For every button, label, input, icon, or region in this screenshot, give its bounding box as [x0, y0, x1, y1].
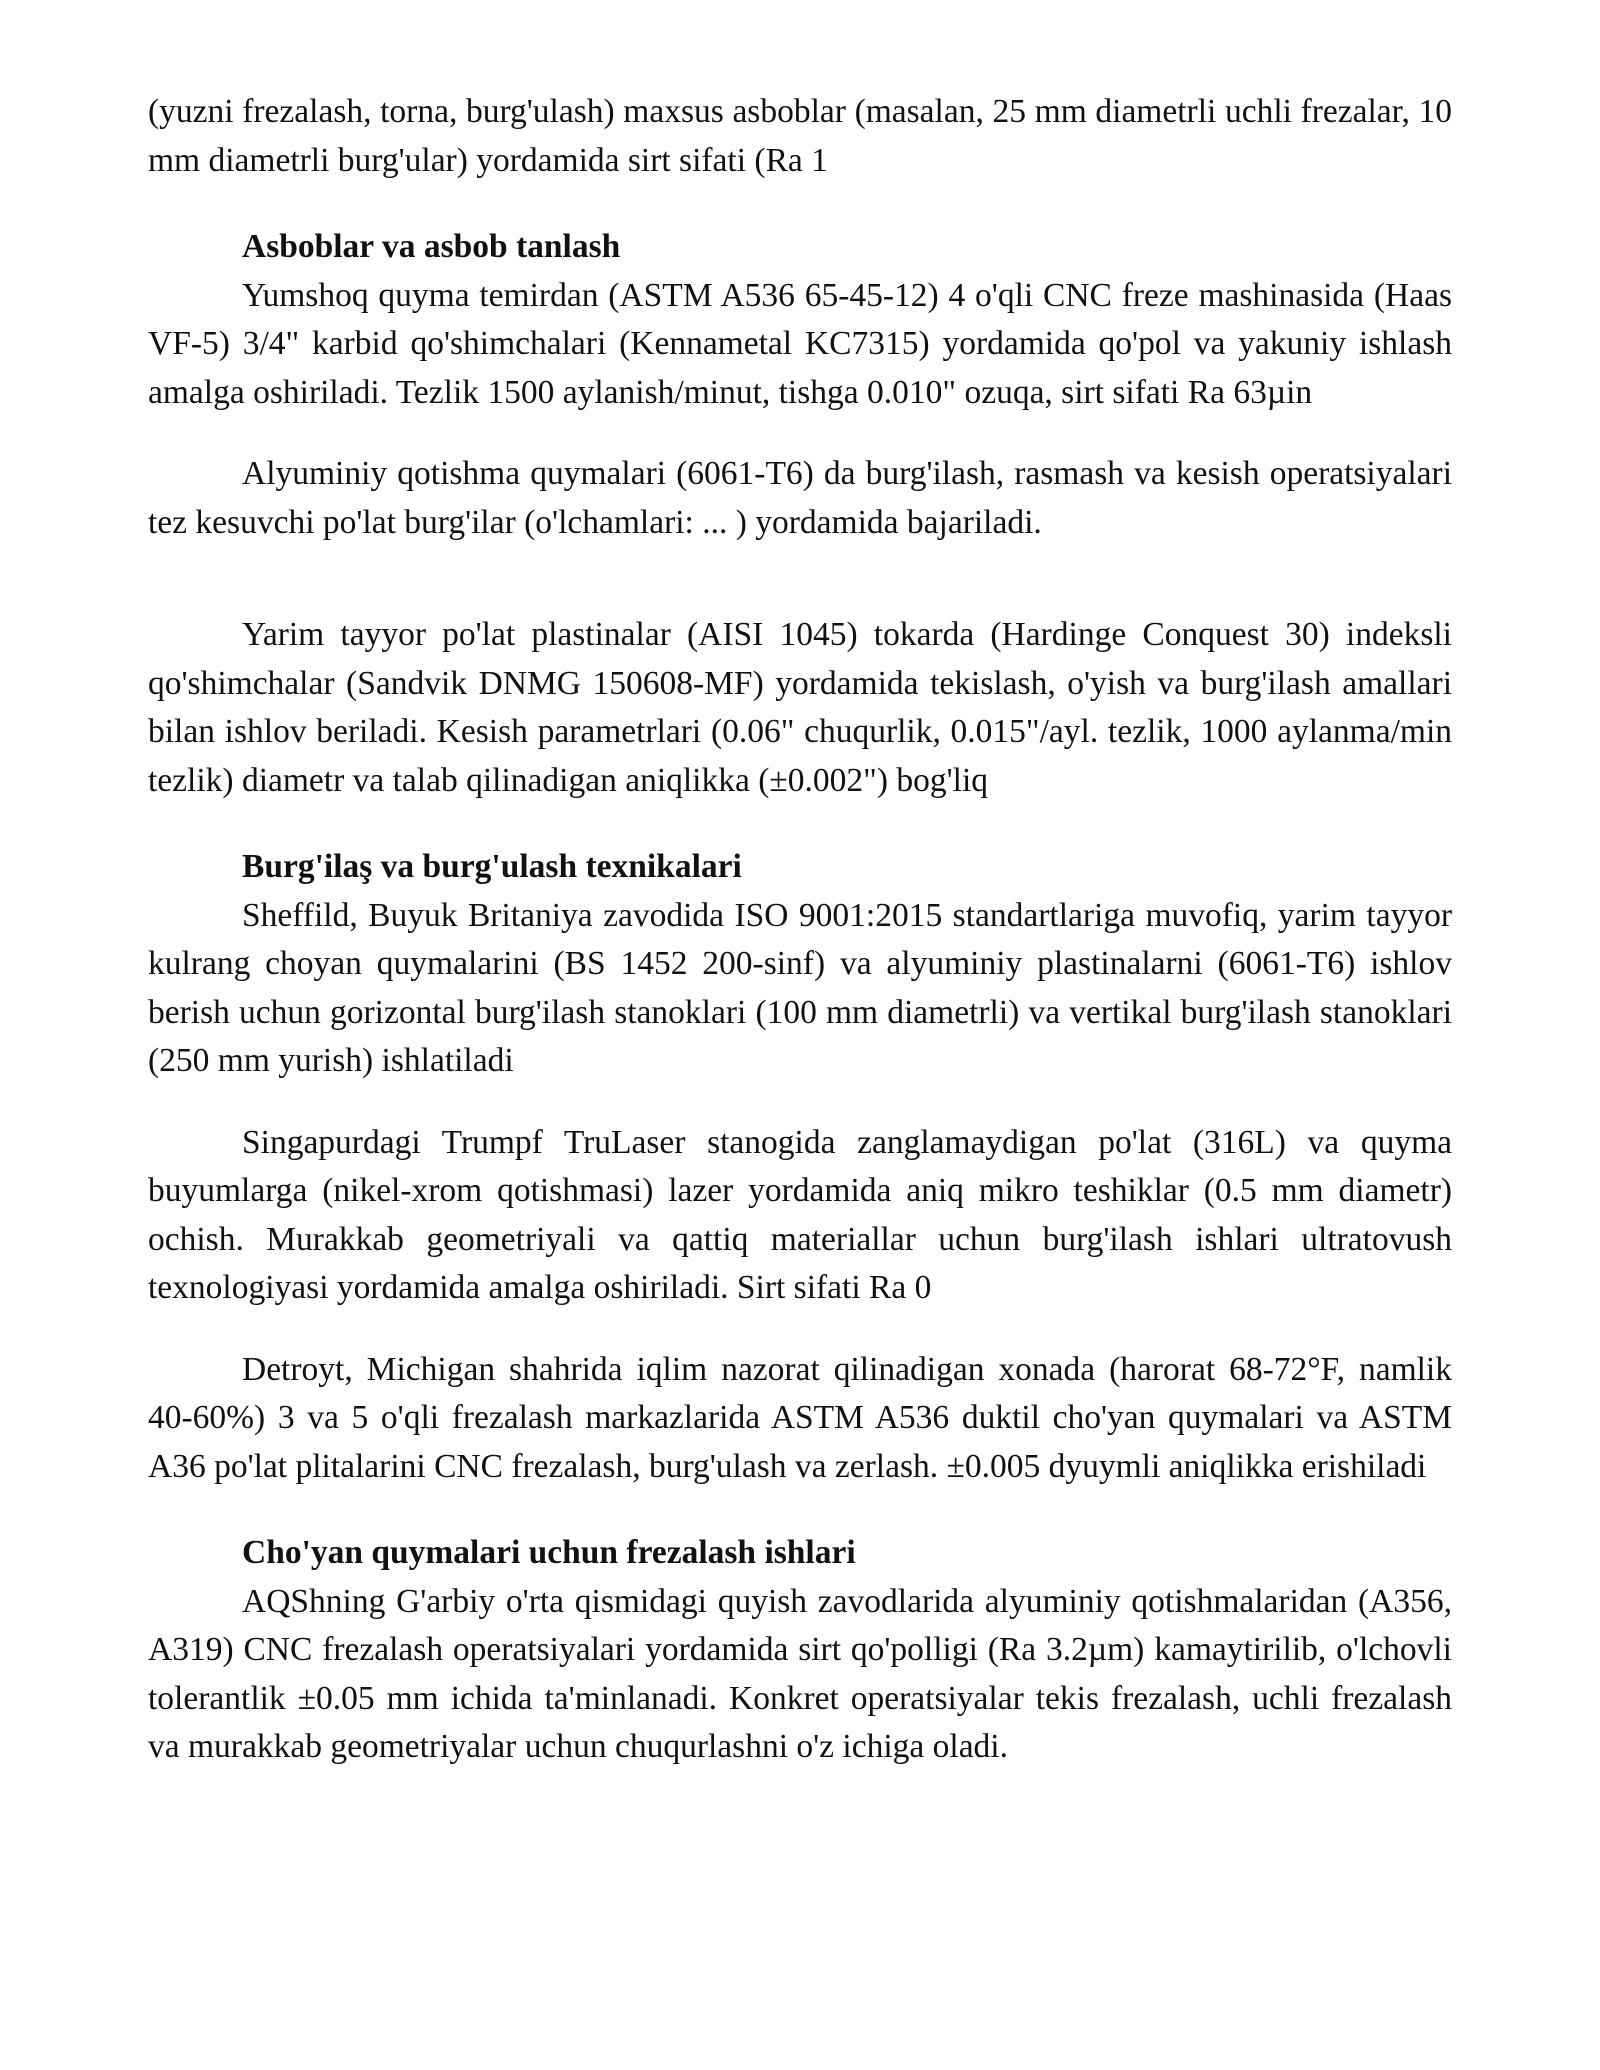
section-heading-boring-techniques: Burg'ilaş va burg'ulash texnikalari: [242, 848, 742, 885]
paragraph-steel-plate-turning: Yarim tayyor po'lat plastinalar (AISI 1045) tokarda (Hardinge Conquest 30) indeksli qo'shimchalar (Sandvik DNMG 150608-MF) yordamida tekislash, o'yish va burg'ilash amallari bilan ishlov beriladi. Kesish parametrlari (0.06" chuqurlik, 0.015"/ayl. tezlik, 1000 aylanma/min tezlik) diametr va talab qilinadigan aniqlikka (±0.002") bog'liq: [148, 616, 1452, 799]
section-heading-tool-selection: Asboblar va asbob tanlash: [242, 228, 621, 265]
paragraph-intro: (yuzni frezalash, torna, burg'ulash) maxsus asboblar (masalan, 25 mm diametrli uchli frezalar, 10 mm diametrli burg'ular) yordamida sirt sifati (Ra 1: [148, 93, 1452, 179]
paragraph-aluminum-drilling: Alyuminiy qotishma quymalari (6061-T6) da burg'ilash, rasmash va kesish operatsiyalari tez kesuvchi po'lat burg'ilar (o'lchamlari: ... ) yordamida bajariladi.: [148, 455, 1452, 541]
paragraph-singapore-laser-drilling: Singapurdagi Trumpf TruLaser stanogida zanglamaydigan po'lat (316L) va quyma buyumlarga (nikel-xrom qotishmasi) lazer yordamida aniq mikro teshiklar (0.5 mm diametr) ochish. Murakkab geometriyali va qattiq materiallar uchun burg'ilash ishlari ultratovush texnologiyasi yordamida amalga oshiriladi. Sirt sifati Ra 0: [148, 1123, 1452, 1306]
document-page: [148, 88, 1452, 1772]
section-heading-cast-iron-milling: Cho'yan quymalari uchun frezalash ishlari: [242, 1534, 856, 1571]
paragraph-sheffield-boring: Sheffild, Buyuk Britaniya zavodida ISO 9001:2015 standartlariga muvofiq, yarim tayyor kulrang choyan quymalarini (BS 1452 200-sinf) va alyuminiy plastinalarni (6061-T6) ishlov berish uchun gorizontal burg'ilash stanoklari (100 mm diametrli) va vertikal burg'ilash stanoklari (250 mm yurish) ishlatiladi: [148, 896, 1452, 1079]
paragraph-midwest-foundry-milling: AQShning G'arbiy o'rta qismidagi quyish zavodlarida alyuminiy qotishmalaridan (A356, A319) CNC frezalash operatsiyalari yordamida sirt qo'polligi (Ra 3.2µm) kamaytirilib, o'lchovli tolerantlik ±0.05 mm ichida ta'minlanadi. Konkret operatsiyalar tekis frezalash, uchli frezalash va murakkab geometriyalar uchun chuqurlashni o'z ichiga oladi.: [148, 1582, 1452, 1765]
paragraph-ductile-iron-milling: Yumshoq quyma temirdan (ASTM A536 65-45-12) 4 o'qli CNC freze mashinasida (Haas VF-5) 3/4" karbid qo'shimchalari (Kennametal KC7315) yordamida qo'pol va yakuniy ishlash amalga oshiriladi. Tezlik 1500 aylanish/minut, tishga 0.010" ozuqa, sirt sifati Ra 63µin: [148, 276, 1452, 411]
paragraph-detroit-cnc-milling: Detroyt, Michigan shahrida iqlim nazorat qilinadigan xonada (harorat 68-72°F, namlik 40-60%) 3 va 5 o'qli frezalash markazlarida ASTM A536 duktil cho'yan quymalari va ASTM A36 po'lat plitalarini CNC frezalash, burg'ulash va zerlash. ±0.005 dyuymli aniqlikka erishiladi: [148, 1350, 1452, 1485]
